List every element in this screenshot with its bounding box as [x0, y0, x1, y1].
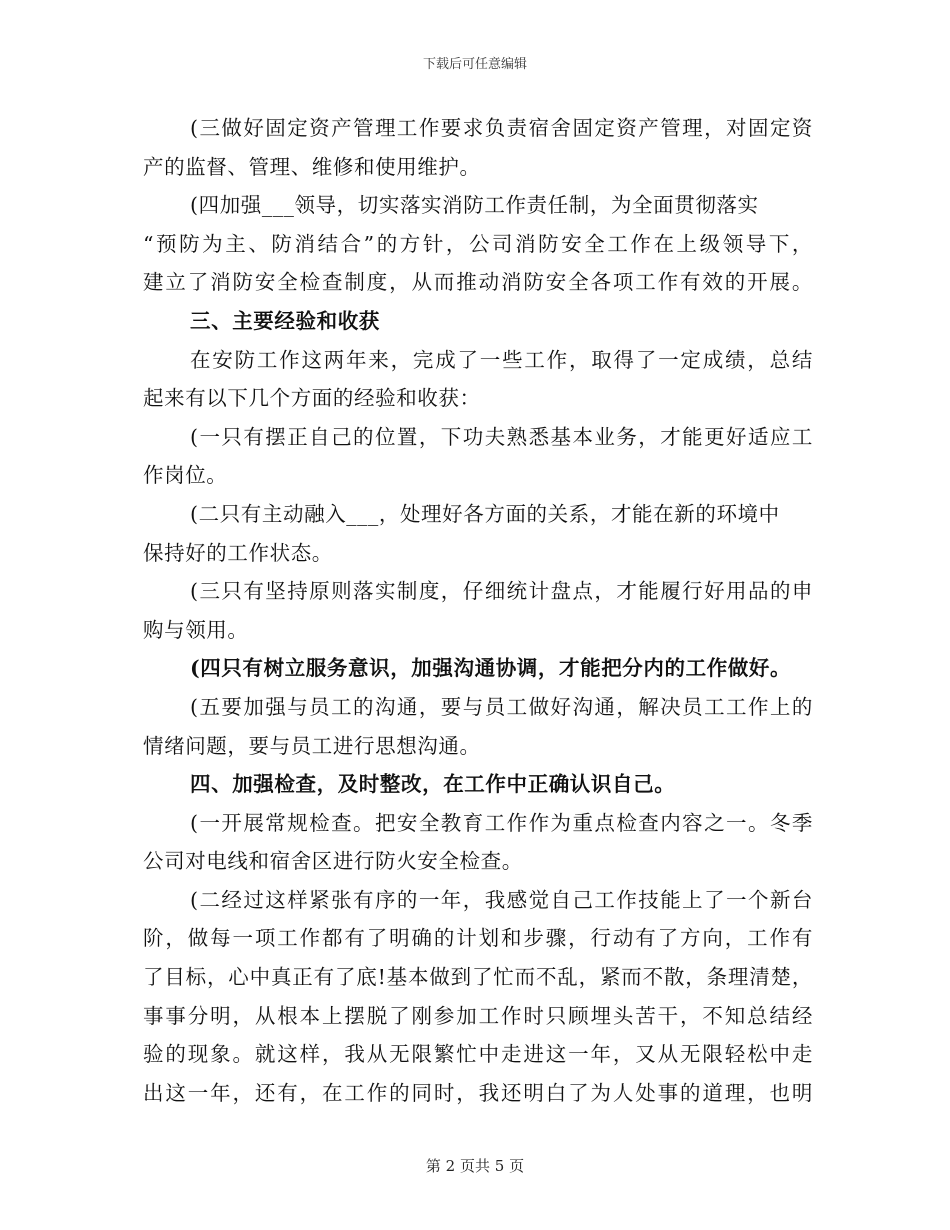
paragraph-line: (五要加强与员工的沟通，要与员工做好沟通，解决员工工作上的 [190, 694, 813, 719]
paragraph-line: 了目标，心中真正有了底!基本做到了忙而不乱，紧而不散，条理清楚， [143, 965, 813, 990]
paragraph-line: 在安防工作这两年来，完成了一些工作，取得了一定成绩，总结 [190, 347, 813, 372]
paragraph-line: 作岗位。 [143, 463, 228, 488]
paragraph-line: 公司对电线和宿舍区进行防火安全检查。 [143, 849, 523, 874]
paragraph-line: 保持好的工作状态。 [143, 540, 333, 565]
page-header: 下载后可任意编辑 [422, 57, 527, 72]
bold-paragraph-line: (四只有树立服务意识，加强沟通协调，才能把分内的工作做好。 [190, 656, 792, 681]
paragraph-line: “预防为主、防消结合”的方针，公司消防安全工作在上级领导下， [143, 231, 813, 256]
paragraph-line: 建立了消防安全检查制度，从而推动消防安全各项工作有效的开展。 [143, 270, 813, 295]
paragraph-line: 出这一年，还有，在工作的同时，我还明白了为人处事的道理，也明 [143, 1080, 813, 1105]
paragraph-line: (四加强___领导，切实落实消防工作责任制，为全面贯彻落实 [190, 193, 759, 218]
paragraph-line: (三只有坚持原则落实制度，仔细统计盘点，才能履行好用品的申 [190, 579, 813, 604]
paragraph-line: 验的现象。就这样，我从无限繁忙中走进这一年，又从无限轻松中走 [143, 1042, 813, 1067]
paragraph-line: 阶，做每一项工作都有了明确的计划和步骤，行动有了方向，工作有 [143, 926, 813, 951]
paragraph-line: 情绪问题，要与员工进行思想沟通。 [143, 733, 481, 758]
paragraph-line: 购与领用。 [143, 617, 249, 642]
section-heading: 四、加强检查，及时整改，在工作中正确认识自己。 [190, 772, 676, 797]
paragraph-line: (二只有主动融入___，处理好各方面的关系，才能在新的环境中 [190, 501, 780, 526]
paragraph-line: (二经过这样紧张有序的一年，我感觉自己工作技能上了一个新台 [190, 887, 813, 912]
section-heading: 三、主要经验和收获 [190, 308, 380, 333]
paragraph-line: 产的监督、管理、维修和使用维护。 [143, 154, 481, 179]
document-body [143, 109, 813, 1112]
paragraph-line: 事事分明，从根本上摆脱了刚参加工作时只顾埋头苦干，不知总结经 [143, 1003, 813, 1028]
paragraph-line: (一只有摆正自己的位置，下功夫熟悉基本业务，才能更好适应工 [190, 424, 813, 449]
paragraph-line: (一开展常规检查。把安全教育工作作为重点检查内容之一。冬季 [190, 810, 813, 835]
paragraph-line: (三做好固定资产管理工作要求负责宿舍固定资产管理，对固定资 [190, 116, 813, 140]
page-footer: 第 2 页共 5 页 [425, 1157, 525, 1175]
paragraph-line: 起来有以下几个方面的经验和收获： [143, 386, 481, 411]
